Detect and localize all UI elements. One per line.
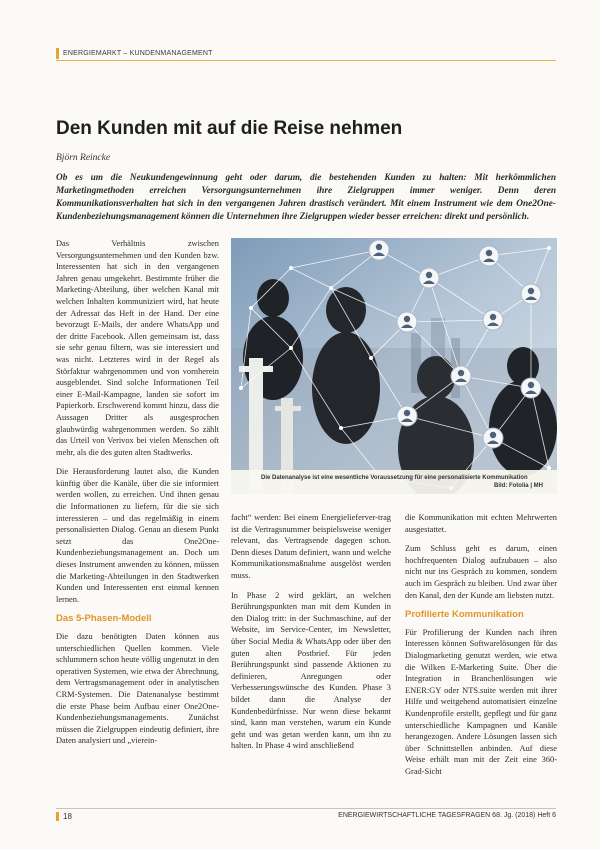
- subheading: Das 5-Phasen-Modell: [56, 613, 152, 625]
- article-author: Björn Reincke: [56, 153, 111, 163]
- page-number: 18: [56, 812, 72, 821]
- article-title: Den Kunden mit auf die Reise nehmen: [56, 118, 403, 139]
- paragraph: Die dazu benötigten Daten können aus unterschiedlichen Quellen kommen. Viele schlummern schon heute völlig ungenutzt in den operativen Systemen, wie etwa der Abrechnung, dem Vertragsmanagement oder in analytischen CRM-Systemen. Die Datenanalyse bestimmt die erste Phase beim Aufbau einer One2One-Kundenbeziehungsmanagements. Zunächst müssen die Zielgruppen eindeutig definiert, ihre Daten analysiert und „vierein-: [56, 632, 219, 746]
- caption-credit: Bild: Fotolia | MH: [493, 483, 543, 489]
- subheading: Profilierte Kommunikation: [405, 609, 524, 621]
- paragraph: In Phase 2 wird geklärt, an welchen Berührungspunkten man mit dem Kunden in den Dialog tritt: in der Suchmaschine, auf der Website, im Service-Center, im Newsletter, über Social Media & WhatsApp oder über den guten alten Postbrief. Für jeden Berührungspunkt sind passende Aktionen zu definieren, Anregungen oder Verbesserungswünsche des Kunden. Phase 3 bildet dann die Analyse der Kundenbedürfnisse. Nur wenn diese bekannt sind, kann man verstehen, warum ein Kunde geht und was getan werden kann, um ihn zu halten. In Phase 4 wird anschließend: [231, 590, 391, 751]
- figure-caption: [231, 470, 557, 494]
- section-tag: ENERGIEMARKT – KUNDENMANAGEMENT: [56, 48, 221, 59]
- column-1: [56, 238, 219, 755]
- caption-text: Die Datenanalyse ist eine wesentliche Voraussetzung für eine personalisierte Kommunikation: [261, 475, 528, 481]
- journal-name: ENERGIEWIRTSCHAFTLICHE TAGESFRAGEN 68. Jg. (2018) Heft 6: [338, 812, 556, 819]
- paragraph: Die Herausforderung lautet also, die Kunden künftig über die Kanäle, über die sie informiert werden wollen, zu erreichen. Und ihnen genau die Informationen zu liefern, für die sie sich interessieren – und das regelmäßig in einem personalisierten Dialog. Genau an diesem Punkt setzt das One2One-Kundenbeziehungsmanagement an. Doch um dieses Instrument anwenden zu können, müssen die Marketing-Abteilungen in den Stadtwerken Kunden und Interessenten erst einmal kennen lernen.: [56, 467, 219, 604]
- network-photo: [231, 238, 557, 494]
- paragraph: Das Verhältnis zwischen Versorgungsunternehmen und den Kunden bzw. Interessenten hat sich in den vergangenen Jahren genau umgekehrt. Bestimmte früher die Marketing-Abteilung, über welchen Kanal mit welchen Inhalten kommuniziert wird, hat heute der Adressat das Heft in der Hand. Der eine bevorzugt E-Mails, der andere WhatsApp und der dritte Facebook. Allen gemeinsam ist, dass sie sehr genau filtern, was sie interessiert und was nicht. Letzteres wird in der Regel als Störfaktur wahrgenommen und von vornherein ausgeblendet. Sind solche Informationen Teil einer E-Mail-Kampagne, landen sie sofort im Papierkorb. Erschwerend kommt hinzu, dass die Aussagen Dritter als ausgesprochen glaubwürdig wahrgenommen werden. So zählt das Urteil von Verivox bei vielen Menschen oft mehr, als die des guten alten Stadtwerks.: [56, 239, 219, 457]
- paragraph: die Kommunikation mit echten Mehrwerten ausgestattet.: [405, 513, 557, 534]
- paragraph: Für Profilierung der Kunden nach ihren Interessen können Softwarelösungen für das Dialogmarketing genutzt werden, wie etwa die Wilken E-Marketing Suite. Über die Integration in Branchenlösungen wie ENER:GY oder NTS.suite werden mit ihrer Hilfe und weitgehend automatisiert einzelne Kundenprofile erstellt, gepflegt und für ganz unterschiedliche Kampagnen und Kanäle herangezogen. Andere Lösungen lassen sich über Schnittstellen anbinden. Auf diese Weise erhält man mit der Zeit eine 360-Grad-Sicht: [405, 627, 557, 776]
- column-3: [405, 512, 557, 785]
- column-2: [231, 512, 391, 760]
- paragraph: Zum Schluss geht es darum, einen hochfrequenten Dialog aufzubauen – also nicht nur ins Gespräch zu kommen, sondern auch im Gespräch zu bleiben. Und zwar über den Kanal, den der Kunde am liebsten nutzt.: [405, 544, 557, 600]
- article-lead: Ob es um die Neukundengewinnung geht oder darum, die bestehenden Kunden zu halten: Mit herkömmlichen Marketingmethoden erreichen Versorgungsunternehmen ihre Zielgruppen immer weniger. Denn deren Kommunikationsverhalten hat sich in den vergangenen Jahren drastisch verändert. Mit einem Instrument wie dem One2One-Kundenbeziehungsmanagement können die Unternehmen ihre Zielgruppen wieder besser erreichen: direkt und persönlich.: [56, 173, 556, 222]
- footer-rule: [56, 808, 556, 809]
- paragraph: facht“ werden: Bei einem Energielieferver-trag ist die Vertragsnummer beispielsweise weniger relevant, das Vertragsende dagegen schon. Denn dieses Datum definiert, wann und welche Kommunikationsmaßnahme ausgelöst werden muss.: [231, 513, 391, 580]
